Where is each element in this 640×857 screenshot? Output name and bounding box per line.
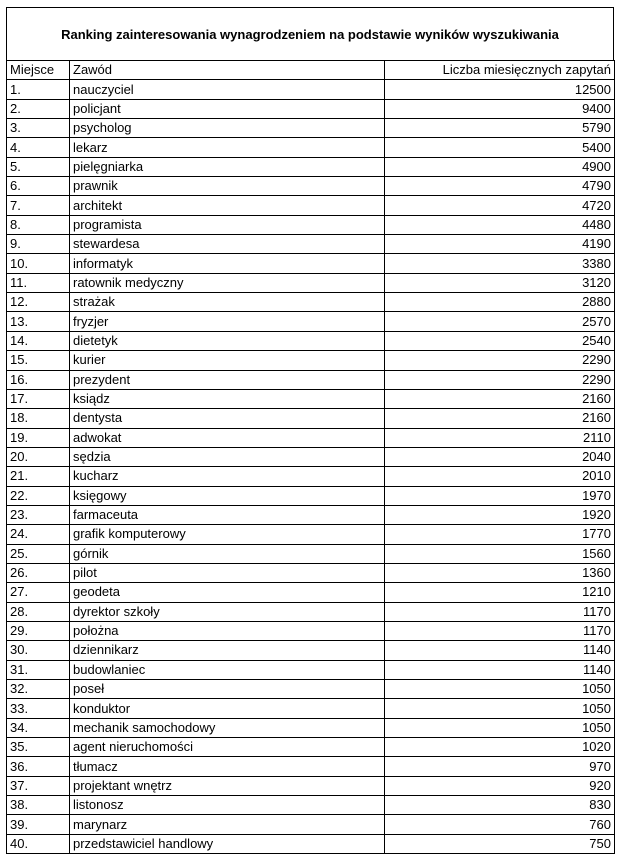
row-place: 29.	[7, 621, 70, 640]
row-queries: 830	[385, 796, 615, 815]
table-row	[7, 293, 615, 312]
row-profession: kurier	[70, 351, 385, 370]
row-queries: 1560	[385, 544, 615, 563]
row-profession: dietetyk	[70, 331, 385, 350]
row-profession: prezydent	[70, 370, 385, 389]
table-row	[7, 351, 615, 370]
header-row	[7, 61, 615, 80]
table-row	[7, 138, 615, 157]
row-queries: 4900	[385, 157, 615, 176]
row-profession: stewardesa	[70, 235, 385, 254]
row-queries: 5400	[385, 138, 615, 157]
table-row	[7, 583, 615, 602]
row-place: 8.	[7, 215, 70, 234]
row-profession: agent nieruchomości	[70, 738, 385, 757]
row-queries: 1170	[385, 602, 615, 621]
row-place: 32.	[7, 680, 70, 699]
row-queries: 2290	[385, 370, 615, 389]
table-row	[7, 544, 615, 563]
row-profession: policjant	[70, 99, 385, 118]
row-place: 18.	[7, 409, 70, 428]
table-row	[7, 119, 615, 138]
row-place: 21.	[7, 467, 70, 486]
table-row	[7, 177, 615, 196]
row-profession: dentysta	[70, 409, 385, 428]
row-place: 3.	[7, 119, 70, 138]
row-profession: dyrektor szkoły	[70, 602, 385, 621]
table-row	[7, 680, 615, 699]
table-row	[7, 563, 615, 582]
table-row	[7, 641, 615, 660]
row-place: 15.	[7, 351, 70, 370]
row-place: 6.	[7, 177, 70, 196]
table-row	[7, 718, 615, 737]
row-place: 19.	[7, 428, 70, 447]
table-row	[7, 196, 615, 215]
row-profession: położna	[70, 621, 385, 640]
row-queries: 1050	[385, 718, 615, 737]
row-place: 23.	[7, 505, 70, 524]
table-row	[7, 389, 615, 408]
row-queries: 1050	[385, 699, 615, 718]
row-profession: strażak	[70, 293, 385, 312]
row-queries: 1210	[385, 583, 615, 602]
row-profession: adwokat	[70, 428, 385, 447]
ranking-table	[6, 60, 615, 854]
table-row	[7, 796, 615, 815]
row-queries: 4790	[385, 177, 615, 196]
table-row	[7, 776, 615, 795]
row-profession: tłumacz	[70, 757, 385, 776]
row-place: 34.	[7, 718, 70, 737]
row-place: 14.	[7, 331, 70, 350]
table-row	[7, 815, 615, 834]
row-queries: 1920	[385, 505, 615, 524]
row-place: 36.	[7, 757, 70, 776]
row-place: 37.	[7, 776, 70, 795]
row-profession: dziennikarz	[70, 641, 385, 660]
row-place: 16.	[7, 370, 70, 389]
row-place: 4.	[7, 138, 70, 157]
ranking-sheet	[6, 7, 614, 854]
row-queries: 1020	[385, 738, 615, 757]
row-profession: psycholog	[70, 119, 385, 138]
row-profession: księgowy	[70, 486, 385, 505]
row-profession: górnik	[70, 544, 385, 563]
row-queries: 5790	[385, 119, 615, 138]
row-place: 12.	[7, 293, 70, 312]
table-row	[7, 834, 615, 853]
table-row	[7, 467, 615, 486]
row-place: 1.	[7, 80, 70, 99]
row-profession: lekarz	[70, 138, 385, 157]
row-place: 31.	[7, 660, 70, 679]
row-place: 24.	[7, 525, 70, 544]
row-queries: 2540	[385, 331, 615, 350]
row-queries: 920	[385, 776, 615, 795]
row-queries: 2110	[385, 428, 615, 447]
row-profession: ratownik medyczny	[70, 273, 385, 292]
row-profession: geodeta	[70, 583, 385, 602]
row-queries: 1360	[385, 563, 615, 582]
row-profession: ksiądz	[70, 389, 385, 408]
row-queries: 2290	[385, 351, 615, 370]
row-profession: marynarz	[70, 815, 385, 834]
row-profession: grafik komputerowy	[70, 525, 385, 544]
row-profession: konduktor	[70, 699, 385, 718]
row-queries: 4480	[385, 215, 615, 234]
table-row	[7, 660, 615, 679]
table-row	[7, 80, 615, 99]
table-row	[7, 505, 615, 524]
row-profession: budowlaniec	[70, 660, 385, 679]
row-place: 25.	[7, 544, 70, 563]
row-place: 2.	[7, 99, 70, 118]
row-profession: sędzia	[70, 447, 385, 466]
row-place: 39.	[7, 815, 70, 834]
row-queries: 750	[385, 834, 615, 853]
row-profession: przedstawiciel handlowy	[70, 834, 385, 853]
row-profession: nauczyciel	[70, 80, 385, 99]
row-queries: 1050	[385, 680, 615, 699]
row-place: 10.	[7, 254, 70, 273]
row-profession: projektant wnętrz	[70, 776, 385, 795]
row-profession: informatyk	[70, 254, 385, 273]
table-row	[7, 370, 615, 389]
row-queries: 1170	[385, 621, 615, 640]
row-queries: 3120	[385, 273, 615, 292]
row-profession: farmaceuta	[70, 505, 385, 524]
table-row	[7, 602, 615, 621]
row-queries: 4720	[385, 196, 615, 215]
row-place: 20.	[7, 447, 70, 466]
row-profession: listonosz	[70, 796, 385, 815]
row-queries: 3380	[385, 254, 615, 273]
table-row	[7, 486, 615, 505]
row-queries: 2160	[385, 409, 615, 428]
row-profession: programista	[70, 215, 385, 234]
row-place: 22.	[7, 486, 70, 505]
row-profession: kucharz	[70, 467, 385, 486]
row-queries: 760	[385, 815, 615, 834]
row-place: 33.	[7, 699, 70, 718]
table-row	[7, 331, 615, 350]
row-queries: 1140	[385, 660, 615, 679]
row-profession: poseł	[70, 680, 385, 699]
table-row	[7, 254, 615, 273]
row-place: 9.	[7, 235, 70, 254]
row-queries: 4190	[385, 235, 615, 254]
table-body	[7, 80, 615, 854]
row-profession: fryzjer	[70, 312, 385, 331]
table-row	[7, 99, 615, 118]
row-place: 13.	[7, 312, 70, 331]
table-row	[7, 273, 615, 292]
table-row	[7, 525, 615, 544]
row-queries: 1770	[385, 525, 615, 544]
table-row	[7, 428, 615, 447]
row-profession: architekt	[70, 196, 385, 215]
row-profession: pielęgniarka	[70, 157, 385, 176]
header-profession: Zawód	[70, 61, 385, 80]
row-queries: 2040	[385, 447, 615, 466]
row-queries: 9400	[385, 99, 615, 118]
table-row	[7, 738, 615, 757]
row-place: 28.	[7, 602, 70, 621]
row-queries: 1140	[385, 641, 615, 660]
table-row	[7, 409, 615, 428]
row-place: 5.	[7, 157, 70, 176]
table-row	[7, 447, 615, 466]
row-place: 27.	[7, 583, 70, 602]
header-queries: Liczba miesięcznych zapytań	[385, 61, 615, 80]
table-row	[7, 215, 615, 234]
table-row	[7, 235, 615, 254]
table-row	[7, 312, 615, 331]
row-place: 7.	[7, 196, 70, 215]
row-queries: 2570	[385, 312, 615, 331]
row-place: 26.	[7, 563, 70, 582]
row-queries: 2010	[385, 467, 615, 486]
row-queries: 2880	[385, 293, 615, 312]
table-row	[7, 699, 615, 718]
table-row	[7, 621, 615, 640]
row-place: 35.	[7, 738, 70, 757]
row-profession: mechanik samochodowy	[70, 718, 385, 737]
row-place: 40.	[7, 834, 70, 853]
row-queries: 1970	[385, 486, 615, 505]
row-queries: 12500	[385, 80, 615, 99]
row-place: 38.	[7, 796, 70, 815]
header-place: Miejsce	[7, 61, 70, 80]
row-place: 11.	[7, 273, 70, 292]
table-row	[7, 757, 615, 776]
table-row	[7, 157, 615, 176]
row-place: 17.	[7, 389, 70, 408]
row-place: 30.	[7, 641, 70, 660]
row-queries: 2160	[385, 389, 615, 408]
row-profession: prawnik	[70, 177, 385, 196]
row-queries: 970	[385, 757, 615, 776]
table-title: Ranking zainteresowania wynagrodzeniem na podstawie wyników wyszukiwania	[6, 7, 614, 60]
row-profession: pilot	[70, 563, 385, 582]
